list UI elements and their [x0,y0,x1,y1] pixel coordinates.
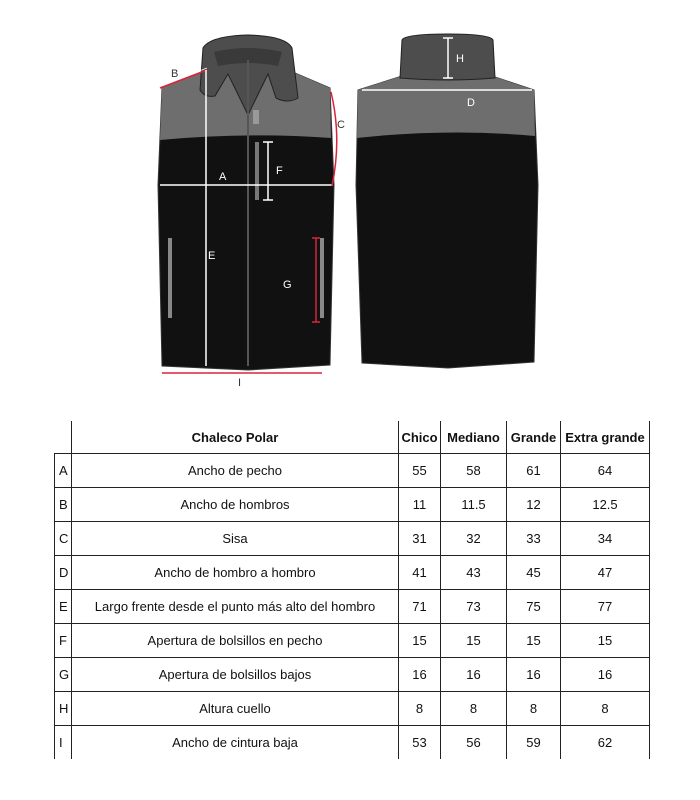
size-value-cell: 56 [441,726,507,760]
size-value-cell: 32 [441,522,507,556]
size-value-cell: 34 [561,522,650,556]
column-header-chico: Chico [399,421,441,454]
zipper-pull [253,110,259,124]
row-letter: E [55,590,72,624]
table-row [55,624,650,658]
row-letter: A [55,454,72,488]
size-value-cell: 77 [561,590,650,624]
size-value-cell: 15 [399,624,441,658]
size-value-cell: 58 [441,454,507,488]
row-letter: B [55,488,72,522]
size-value-cell: 16 [441,658,507,692]
row-label: Sisa [72,522,399,556]
row-label: Ancho de hombro a hombro [72,556,399,590]
size-value-cell: 11 [399,488,441,522]
size-value-cell: 31 [399,522,441,556]
size-value-cell: 41 [399,556,441,590]
label-a: A [219,171,227,183]
size-value-cell: 8 [561,692,650,726]
label-h: H [456,53,464,65]
header-corner [55,421,72,454]
table-row [55,556,650,590]
table-row [55,726,650,760]
table-row [55,522,650,556]
row-letter: H [55,692,72,726]
size-value-cell: 16 [399,658,441,692]
size-value-cell: 45 [507,556,561,590]
row-label: Largo frente desde el punto más alto del hombro [72,590,399,624]
size-value-cell: 43 [441,556,507,590]
vest-back-view [356,34,538,368]
size-value-cell: 64 [561,454,650,488]
row-letter: F [55,624,72,658]
row-letter: D [55,556,72,590]
table-row [55,454,650,488]
row-letter: C [55,522,72,556]
row-label: Ancho de pecho [72,454,399,488]
size-value-cell: 15 [441,624,507,658]
table-row [55,488,650,522]
size-value-cell: 75 [507,590,561,624]
row-letter: G [55,658,72,692]
table-row [55,692,650,726]
size-value-cell: 12 [507,488,561,522]
size-chart-body [55,454,650,760]
size-chart-table [54,421,650,759]
row-label: Ancho de hombros [72,488,399,522]
size-value-cell: 55 [399,454,441,488]
size-value-cell: 15 [561,624,650,658]
column-header-mediano: Mediano [441,421,507,454]
column-header-extra-grande: Extra grande [561,421,650,454]
size-chart-header [55,421,650,454]
size-value-cell: 61 [507,454,561,488]
table-row [55,658,650,692]
row-label: Ancho de cintura baja [72,726,399,760]
size-value-cell: 16 [561,658,650,692]
label-i: I [238,377,242,389]
size-value-cell: 47 [561,556,650,590]
size-value-cell: 8 [441,692,507,726]
size-value-cell: 12.5 [561,488,650,522]
row-label: Altura cuello [72,692,399,726]
label-b: B [171,68,179,80]
label-c: C [337,119,345,131]
size-value-cell: 73 [441,590,507,624]
size-value-cell: 15 [507,624,561,658]
label-f: F [276,165,283,177]
size-value-cell: 8 [507,692,561,726]
vest-front-view [158,35,345,389]
vest-back-yoke [357,76,535,138]
row-label: Apertura de bolsillos bajos [72,658,399,692]
row-label: Apertura de bolsillos en pecho [72,624,399,658]
table-title: Chaleco Polar [72,421,399,454]
row-letter: I [55,726,72,760]
size-value-cell: 8 [399,692,441,726]
label-e: E [208,250,216,262]
column-header-grande: Grande [507,421,561,454]
table-row [55,590,650,624]
size-value-cell: 16 [507,658,561,692]
size-value-cell: 62 [561,726,650,760]
size-value-cell: 53 [399,726,441,760]
size-value-cell: 33 [507,522,561,556]
label-g: G [283,279,292,291]
label-d: D [467,97,475,109]
size-value-cell: 71 [399,590,441,624]
size-value-cell: 11.5 [441,488,507,522]
size-value-cell: 59 [507,726,561,760]
